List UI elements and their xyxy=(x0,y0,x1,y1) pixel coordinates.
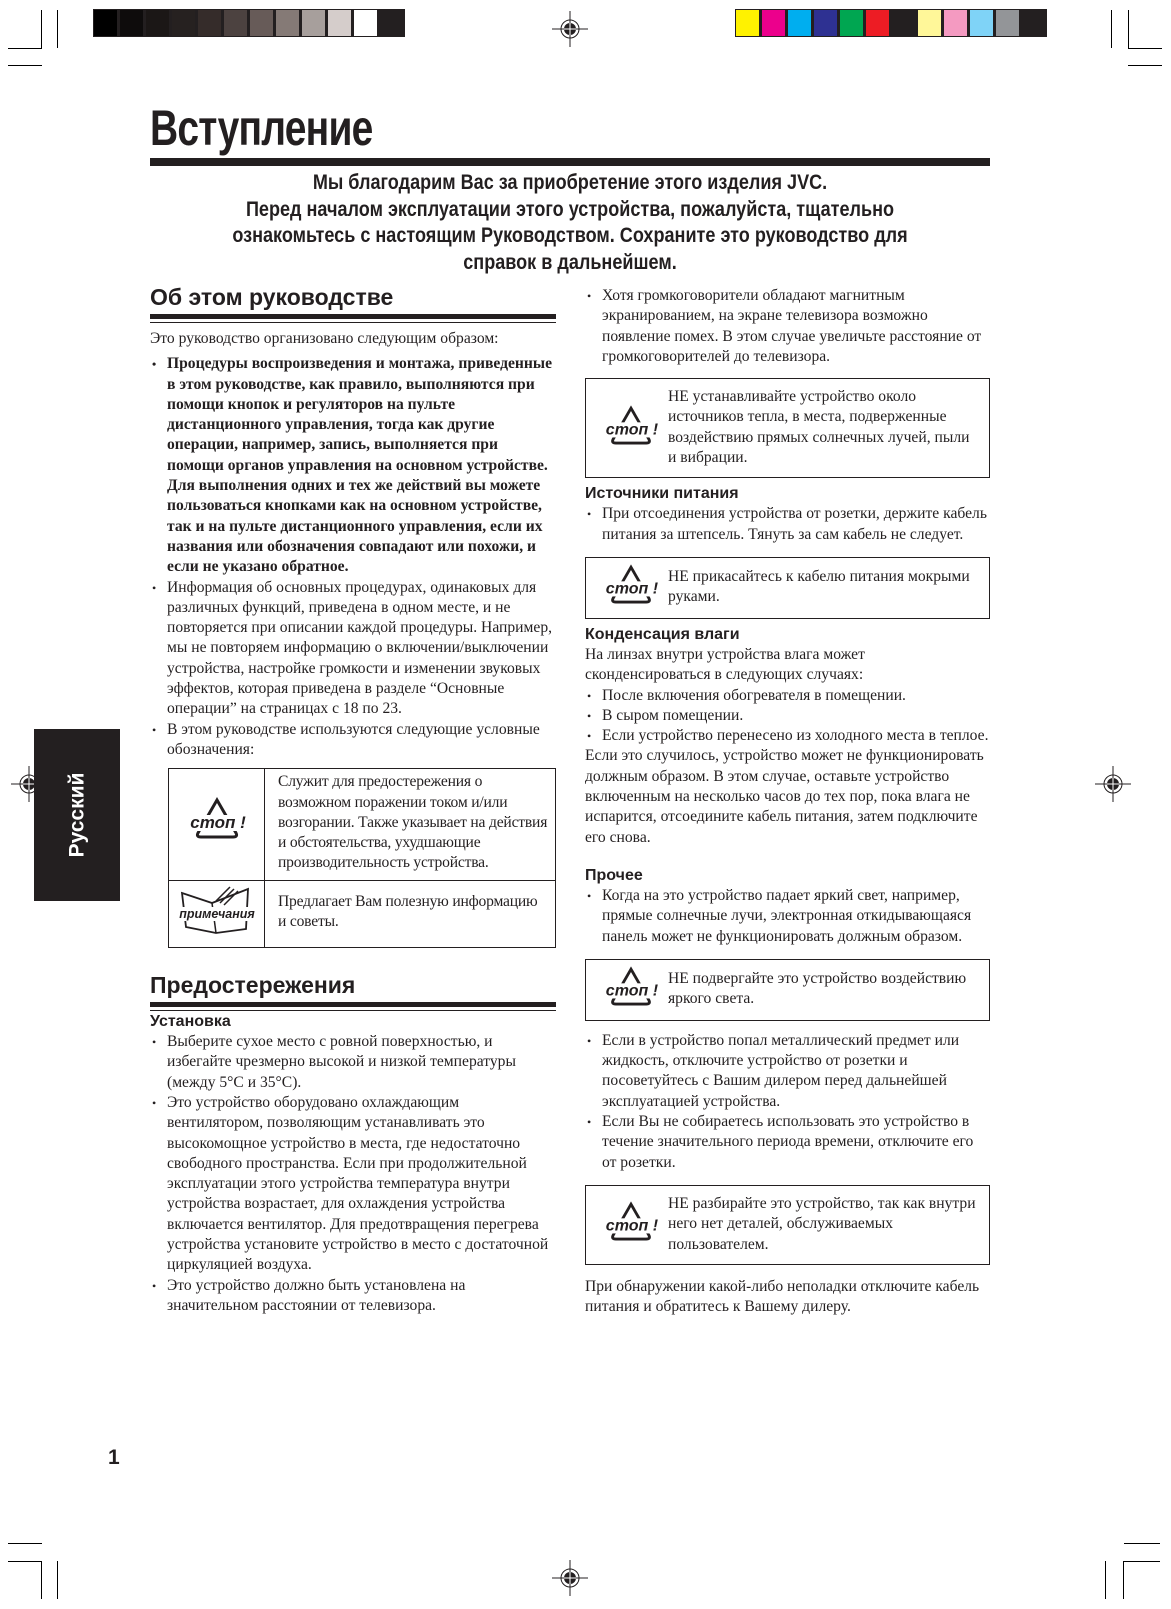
color-swatch xyxy=(94,10,117,36)
left-column xyxy=(150,282,556,1316)
crop-mark xyxy=(1128,48,1162,49)
subheading-condensation: Конденсация влаги xyxy=(585,625,740,643)
color-swatch xyxy=(276,10,299,36)
other-bullets xyxy=(585,886,990,947)
crop-mark xyxy=(1105,1561,1106,1599)
color-swatch xyxy=(328,10,351,36)
intro-line: ознакомьтесь с настоящим Руководством. Сохраните это руководство для xyxy=(232,224,908,247)
heading-rule xyxy=(150,1002,556,1011)
color-swatch xyxy=(354,10,377,36)
crop-mark xyxy=(8,48,42,49)
language-tab-label: Русский xyxy=(64,772,88,858)
crop-mark xyxy=(1111,10,1112,48)
intro-line: справок в дальнейшем. xyxy=(463,250,677,274)
legend-description: Служит для предостережения о возможном поражении током и/или возгорании. Также указывает на действия и обстоятельства, ухудшающие производительность устройства. xyxy=(265,769,556,880)
svg-text:стоп !: стоп ! xyxy=(189,813,246,833)
about-bullets xyxy=(150,354,556,760)
crop-mark xyxy=(41,1561,42,1599)
installation-bullets xyxy=(150,1032,556,1316)
list-item: • Когда на это устройство падает яркий свет, например, прямые солнечные лучи, электронная откидывающаяся панель может не функционировать должным образом. xyxy=(585,886,990,947)
color-swatch xyxy=(120,10,143,36)
warning-icon-wrap xyxy=(594,966,668,1012)
stop-warning-icon xyxy=(598,405,664,451)
list-item: • Выберите сухое место с ровной поверхностью, и избегайте чрезмерно высокой и низкой температуры (между 5°C и 35°C). xyxy=(150,1032,556,1093)
crop-mark xyxy=(57,1561,58,1599)
intro-line: Перед началом эксплуатации этого устройства, пожалуйста, тщательно xyxy=(245,197,895,221)
list-item: • При отсоединения устройства от розетки, держите кабель питания за штепсель. Тянуть за сам кабель не следует. xyxy=(585,504,990,545)
stop-warning-icon xyxy=(182,797,252,845)
closing-text: При обнаружении какой-либо неполадки отключите кабель питания и обратитесь к Вашему дилеру. xyxy=(585,1277,980,1316)
intro-line: Мы благодарим Вас за приобретение этого изделия JVC. xyxy=(312,171,828,194)
precautions-section xyxy=(150,970,556,1316)
warning-box xyxy=(585,378,990,478)
registration-mark-icon xyxy=(1095,766,1131,802)
svg-text:стоп !: стоп ! xyxy=(605,981,659,1000)
warning-icon-wrap xyxy=(594,1201,668,1247)
warning-icon-wrap xyxy=(594,564,668,610)
color-swatch xyxy=(892,10,915,36)
language-tab xyxy=(34,729,120,901)
list-item: • Если Вы не собираетесь использовать это устройство в течение значительного периода времени, отключите его от розетки. xyxy=(585,1112,990,1173)
intro-text xyxy=(150,170,990,276)
section-heading-about: Об этом руководстве xyxy=(150,284,394,310)
list-item: • После включения обогревателя в помещении. xyxy=(585,686,990,706)
list-item: • Если в устройство попал металлический предмет или жидкость, отключите устройство от розетки и посоветуйтесь с Вашим дилером перед дальнейшей эксплуатацией устройства. xyxy=(585,1031,990,1112)
warning-icon-wrap xyxy=(594,405,668,451)
subheading-other: Прочее xyxy=(585,866,643,884)
color-swatch xyxy=(970,10,993,36)
right-column xyxy=(585,286,990,1317)
warning-text: НЕ подвергайте это устройство воздействию яркого света. xyxy=(668,969,967,1007)
list-item: • В сыром помещении. xyxy=(585,706,990,726)
list-item: • Хотя громкоговорители обладают магнитным экранированием, на экране телевизора возможно появление помех. В этом случае увеличьте расстояние от громкоговорителей до телевизора. xyxy=(585,286,990,367)
other-bullets-continued xyxy=(585,1031,990,1173)
color-swatch xyxy=(866,10,889,36)
registration-mark-icon xyxy=(552,11,588,47)
list-item: • В этом руководстве используются следующие условные обозначения: xyxy=(150,720,556,761)
about-intro: Это руководство организовано следующим образом: xyxy=(150,330,499,347)
heading-rule xyxy=(150,314,556,323)
list-item: • Это устройство должно быть установлена на значительном расстоянии от телевизора. xyxy=(150,1276,556,1317)
color-swatch xyxy=(762,10,785,36)
installation-bullets-continued xyxy=(585,286,990,367)
list-item: • Процедуры воспроизведения и монтажа, приведенные в этом руководстве, как правило, выполняются при помощи кнопок и регуляторов на пульте дистанционного управления, тогда как другие операции, например, запись, выполняется при помощи органов управления на основном устройстве. Для выполнения одних и тех же действий вы можете пользоваться кнопками как на основном устройстве, так и на пульте дистанционного управления, если их названия или обозначения совпадают или похожи, и если не указано обратное. xyxy=(150,354,556,577)
color-swatch xyxy=(814,10,837,36)
crop-mark xyxy=(8,65,42,66)
table-row xyxy=(169,769,556,880)
list-item: • Если устройство перенесено из холодного места в теплое. xyxy=(585,726,990,746)
warning-box xyxy=(585,959,990,1021)
symbol-legend-table xyxy=(168,768,556,948)
grayscale-calibration-bar xyxy=(93,9,405,37)
warning-box xyxy=(585,1185,990,1265)
condensation-outro: Если это случилось, устройство может не функционировать должным образом. В этом случае, оставьте устройство включенным на несколько часов до тех пор, пока влага не испарится, отсоедините кабель питания, затем подключите его снова. xyxy=(585,747,984,846)
power-bullets xyxy=(585,504,990,545)
crop-mark xyxy=(1124,1543,1160,1544)
color-swatch xyxy=(918,10,941,36)
crop-mark xyxy=(41,10,42,48)
color-swatch xyxy=(788,10,811,36)
svg-text:примечания: примечания xyxy=(178,906,255,921)
about-section xyxy=(150,282,556,948)
legend-icon-cell xyxy=(169,880,265,947)
color-swatch xyxy=(944,10,967,36)
color-swatch xyxy=(736,10,759,36)
stop-warning-icon xyxy=(598,966,664,1012)
color-swatch xyxy=(840,10,863,36)
subheading-installation: Установка xyxy=(150,1013,231,1031)
svg-text:стоп !: стоп ! xyxy=(605,579,659,598)
list-item: • Информация об основных процедурах, одинаковых для различных функций, приведена в одном месте, и не повторяется при описании каждой процедуры. Например, мы не повторяем информацию о включении/выключении устройства, настройке громкости и изменении звуковых эффектов, которая приведена в разделе “Основные операции” на страницах с 18 по 23. xyxy=(150,578,556,720)
color-swatch xyxy=(250,10,273,36)
crop-mark xyxy=(1128,65,1162,66)
table-row xyxy=(169,880,556,947)
svg-text:стоп !: стоп ! xyxy=(605,420,659,439)
title-rule xyxy=(150,158,990,166)
subheading-power: Источники питания xyxy=(585,485,739,503)
color-swatch xyxy=(996,10,1019,36)
legend-description: Предлагает Вам полезную информацию и советы. xyxy=(265,880,556,947)
crop-mark xyxy=(8,1543,42,1544)
crop-mark xyxy=(1123,1561,1124,1599)
page-number: 1 xyxy=(108,1446,120,1469)
color-swatch xyxy=(302,10,325,36)
crop-mark xyxy=(8,1561,42,1562)
crop-mark xyxy=(1128,10,1129,48)
legend-icon-cell xyxy=(169,769,265,880)
registration-mark-icon xyxy=(552,1560,588,1596)
warning-text: НЕ прикасайтесь к кабелю питания мокрыми руками. xyxy=(668,567,970,605)
svg-text:стоп !: стоп ! xyxy=(605,1216,659,1235)
stop-warning-icon xyxy=(598,1201,664,1247)
list-item: • Это устройство оборудовано охлаждающим вентилятором, позволяющим устанавливать это высокомощное устройство в места, где недостаточно свободного пространства. Если при продолжительной эксплуатации этого устройства температура внутри устройства возрастает, для охлаждения устройства включается вентилятор. Для предотвращения перегрева устройства установите устройство в место с достаточной циркуляцией воздуха. xyxy=(150,1093,556,1276)
warning-text: НЕ разбирайте это устройство, так как внутри него нет деталей, обслуживаемых пользователем. xyxy=(668,1194,976,1253)
warning-box xyxy=(585,557,990,619)
condensation-intro: На линзах внутри устройства влага может сконденсироваться в следующих случаях: xyxy=(585,645,865,684)
condensation-bullets xyxy=(585,686,990,747)
page-title: Вступление xyxy=(150,100,373,156)
color-swatch xyxy=(172,10,195,36)
color-swatch xyxy=(198,10,221,36)
warning-text: НЕ устанавливайте устройство около источников тепла, в места, подверженные воздействию прямых солнечных лучей, пыли и вибрации. xyxy=(668,388,970,467)
crop-mark xyxy=(57,10,58,48)
color-swatch xyxy=(146,10,169,36)
section-heading-precautions: Предостережения xyxy=(150,972,356,999)
stop-warning-icon xyxy=(598,564,664,610)
crop-mark xyxy=(1123,1561,1160,1562)
notes-icon xyxy=(172,881,262,941)
color-swatch xyxy=(224,10,247,36)
color-calibration-bar xyxy=(735,9,1047,37)
